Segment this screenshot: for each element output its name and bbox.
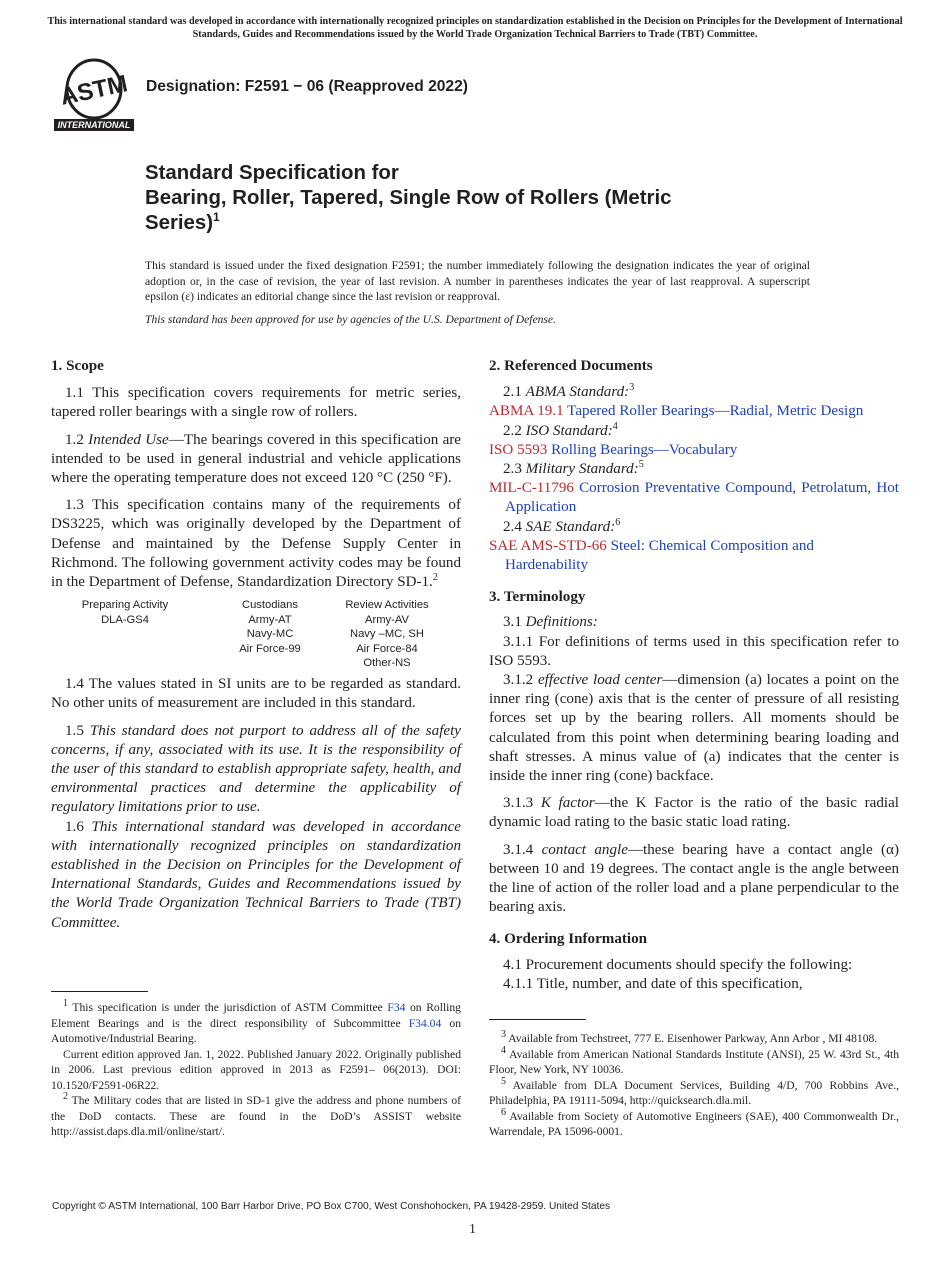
para-1-4: 1.4 The values stated in SI units are to be regarded as standard. No other units of measurement are included in this standard.: [51, 676, 461, 712]
para-3-1-3: [489, 794, 899, 832]
footnote-3-mark: 3: [501, 1029, 506, 1041]
footnote-1-edition: Current edition approved Jan. 1, 2022. Published January 2022. Originally published in 2006. Last previous edition approved in 2013 as F2591– 06(2013). DOI: 10.1520/F2591-06R22.: [51, 1047, 461, 1092]
astm-logo-subtext: INTERNATIONAL: [57, 120, 131, 130]
para-3-1-label: Definitions:: [525, 614, 598, 631]
committee-f34-link[interactable]: F34: [387, 1001, 406, 1014]
designation: Designation: F2591 − 06 (Reapproved 2022): [146, 78, 468, 95]
review-activity-code: Other-NS: [363, 657, 411, 670]
footnote-ref-5: 5: [638, 458, 644, 470]
para-3-1-4-text: —these bearing have a contact angle (α) between 10 and 19 degrees. The contact angle is the angle between the line of action of the roller load and a plane perpendicular to the bearing axis.: [489, 841, 899, 916]
section-heading-terminology: 3. Terminology: [489, 589, 586, 606]
para-2-1-label: ABMA Standard:: [525, 384, 630, 401]
review-activities-header: Review Activities: [345, 599, 429, 612]
footnote-6-text: Available from Society of Automotive Engineers (SAE), 400 Commonwealth Dr., Warrendale, PA 15096-0001.: [489, 1109, 899, 1138]
para-2-1-num: 2.1: [503, 384, 522, 401]
footnote-ref-3: 3: [629, 382, 635, 394]
para-2-4-num: 2.4: [503, 518, 522, 535]
abma-code-link[interactable]: ABMA 19.1: [489, 403, 564, 420]
footnote-1-text: on Automotive/Industrial Bearing.: [51, 1016, 461, 1045]
footnote-1-text: This specification is under the jurisdiction of ASTM Committee: [72, 1001, 388, 1014]
footnote-1-mark: 1: [63, 998, 68, 1010]
right-column: [489, 357, 899, 994]
page-number: 1: [469, 1222, 476, 1237]
footnote-4-text: Available from American National Standards Institute (ANSI), 25 W. 43rd St., 4th Floor, New York, NY 10036.: [489, 1047, 900, 1076]
footnote-3-text: Available from Techstreet, 777 E. Eisenhower Parkway, Ann Arbor , MI 48108.: [508, 1032, 878, 1045]
para-1-6-num: 1.6: [65, 818, 84, 835]
footnote-1: [51, 1000, 461, 1047]
footnote-ref-4: 4: [612, 420, 618, 432]
mil-code-link[interactable]: MIL-C-11796: [489, 480, 574, 497]
para-1-3: [51, 496, 461, 592]
review-activities-column: [333, 598, 441, 671]
para-1-2: [51, 431, 461, 489]
para-2-3-label: Military Standard:: [525, 461, 639, 478]
preparing-activity-code: DLA-GS4: [101, 613, 149, 626]
activity-codes-table: [51, 598, 461, 670]
title-footnote-mark: 1: [213, 210, 220, 225]
footnote-ref-6: 6: [615, 516, 621, 528]
preparing-activity-header: Preparing Activity: [81, 599, 169, 612]
footnote-5-text: Available from DLA Document Services, Building 4/D, 700 Robbins Ave., Philadelphia, PA 19111-5094, http://quicksearch.dla.mil.: [489, 1078, 900, 1107]
term-effective-load-center: effective load center: [537, 672, 663, 689]
document-title: [145, 161, 785, 236]
para-3-1-2-num: 3.1.2: [503, 672, 534, 689]
footnote-2-text: The Military codes that are listed in SD-1 give the address and phone numbers of the DoD contacts. These are found in the DoD’s ASSIST website http://assist.daps.dla.mil/online/start/.: [51, 1094, 461, 1138]
mil-title-link[interactable]: Corrosion Preventative Compound, Petrolatum, Hot Application: [505, 480, 899, 516]
footnote-2-mark: 2: [63, 1091, 68, 1103]
para-2-2-label: ISO Standard:: [525, 422, 613, 439]
custodian-code: Army-AT: [248, 613, 292, 626]
para-2-3-num: 2.3: [503, 461, 522, 478]
footnote-2: [51, 1093, 461, 1140]
left-column: [51, 357, 461, 933]
para-2-4: [489, 518, 899, 537]
iso-code-link[interactable]: ISO 5593: [489, 441, 548, 458]
footnotes-left: [51, 1000, 461, 1140]
footnote-divider-left: [51, 991, 148, 992]
review-activity-code: Navy –MC, SH: [350, 628, 424, 641]
ref-mil: [489, 479, 899, 517]
para-1-2-text: —The bearings covered in this specification are intended to be used in general industrial and vehicle applications where the operating temperature does not exceed 120 °C (250 °F).: [51, 431, 462, 487]
svg-text:ASTM: ASTM: [57, 70, 130, 111]
copyright-line: Copyright © ASTM International, 100 Barr Harbor Drive, PO Box C700, West Conshohocken, PA 19428-2959. United States: [52, 1201, 611, 1212]
term-contact-angle: contact angle: [541, 841, 628, 858]
term-k-factor: K factor: [540, 795, 595, 812]
para-1-5-text: This standard does not purport to address all of the safety concerns, if any, associated with its use. It is the responsibility of the user of this standard to establish appropriate safety, health, and environmental practices and determine the applicability of regulatory limitations prior to use.: [51, 722, 461, 816]
section-heading-referenced-documents: 2. Referenced Documents: [489, 358, 653, 374]
issued-note: This standard is issued under the fixed designation F2591; the number immediately following the designation indicates the year of original adoption or, in the case of revision, the year of last revision. A number in parentheses indicates the year of last reapproval. A superscript epsilon (ε) indicates an editorial change since the last revision or reapproval.: [145, 259, 810, 303]
para-1-6: [51, 818, 461, 933]
section-heading-scope: 1. Scope: [51, 358, 104, 374]
header-notice: This international standard was developed in accordance with internationally recognized principles on standardization established in the Decision on Principles for the Development of International Standards, Guides and Recommendations issued by the World Trade Organization Technical Barriers to Trade (TBT) Committee.: [47, 16, 903, 40]
footnote-4: [489, 1044, 900, 1078]
footnote-5-mark: 5: [501, 1075, 506, 1087]
para-1-6-text: This international standard was developed in accordance with internationally recognized principles on standardization established in the Decision on Principles for the Development of International Standards, Guides and Recommendations issued by the World Trade Organization Technical Barriers to Trade (TBT) Committee.: [51, 818, 461, 931]
abma-title-link[interactable]: Tapered Roller Bearings—Radial, Metric Design: [567, 403, 864, 420]
para-3-1-2: [489, 671, 899, 786]
para-1-5: [51, 722, 461, 818]
ref-iso: [489, 441, 899, 460]
footnote-3: [489, 1031, 899, 1047]
para-1-1: 1.1 This specification covers requirements for metric series, tapered roller bearings with a single row of rollers.: [51, 385, 461, 421]
para-4-1: 4.1 Procurement documents should specify the following:: [503, 956, 853, 973]
footnote-divider-right: [489, 1019, 586, 1020]
footnotes-right: [489, 1031, 899, 1140]
ref-sae: [489, 537, 899, 575]
footnote-ref-2: 2: [432, 572, 438, 583]
footnote-1-text: on Rolling Element Bearings and is the direct responsibility of Subcommittee: [51, 1001, 461, 1030]
title-line-3: [145, 211, 785, 236]
para-1-2-lead: Intended Use: [88, 431, 169, 448]
para-3-1: [489, 613, 899, 632]
astm-logo: [52, 55, 136, 133]
review-activity-code: Army-AV: [365, 613, 409, 626]
para-1-3-text: 1.3 This specification contains many of the requirements of DS3225, which was originally developed by the Department of Defense and maintained by the Defense Supply Center in Richmond. The following government activity codes may be found in the Department of Defense, Standardization Directory SD-1.: [51, 497, 461, 591]
subcommittee-f34-04-link[interactable]: F34.04: [408, 1016, 442, 1030]
para-3-1-4-num: 3.1.4: [503, 841, 534, 858]
para-2-2-num: 2.2: [503, 422, 522, 439]
preparing-activity-column: [71, 598, 179, 627]
para-3-1-3-num: 3.1.3: [503, 795, 534, 812]
custodians-column: [216, 598, 324, 656]
footnote-5: [489, 1075, 900, 1109]
para-4-1-1: 4.1.1 Title, number, and date of this specification,: [503, 975, 803, 992]
footnote-6-mark: 6: [501, 1106, 506, 1118]
sae-code-link[interactable]: SAE AMS-STD-66: [489, 537, 607, 554]
dod-approval-note: This standard has been approved for use by agencies of the U.S. Department of Defense.: [145, 313, 556, 326]
iso-title-link[interactable]: Rolling Bearings—Vocabulary: [551, 441, 738, 458]
review-activity-code: Air Force-84: [356, 642, 418, 655]
custodians-header: Custodians: [242, 599, 298, 612]
title-line-1: Standard Specification for: [145, 162, 399, 184]
title-line-3-text: Series): [145, 212, 214, 234]
title-line-2: Bearing, Roller, Tapered, Single Row of Rollers (Metric: [145, 187, 672, 209]
footnote-4-mark: 4: [501, 1044, 506, 1056]
para-3-1-4: [489, 841, 899, 918]
custodian-code: Air Force-99: [239, 642, 301, 655]
para-2-2: [489, 422, 899, 441]
para-2-4-label: SAE Standard:: [525, 518, 616, 535]
para-3-1-num: 3.1: [503, 614, 522, 631]
footnote-6: [489, 1106, 899, 1140]
ref-abma: [489, 402, 899, 421]
para-3-1-1: 3.1.1 For definitions of terms used in this specification refer to ISO 5593.: [489, 633, 899, 669]
sae-title-link[interactable]: Steel: Chemical Composition and Hardenability: [505, 537, 814, 574]
para-3-1-2-text: —dimension (a) locates a point on the inner ring (cone) axis that is the center of pressure of all resisting forces set up by the bearing rollers. All moments should be calculated from this point when determining bearing loading and shaft stresses. A minus value of (a) indicates that the center is inside the inner ring (cone) backface.: [489, 672, 899, 785]
para-2-3: [489, 460, 899, 479]
para-3-1-3-text: —the K Factor is the ratio of the basic radial dynamic load rating to the basic static load rating.: [489, 795, 899, 831]
custodian-code: Navy-MC: [246, 628, 294, 641]
para-1-5-num: 1.5: [65, 722, 84, 739]
para-1-2-num: 1.2: [65, 431, 84, 448]
para-2-1: [489, 383, 899, 402]
section-heading-ordering-information: 4. Ordering Information: [489, 931, 648, 948]
